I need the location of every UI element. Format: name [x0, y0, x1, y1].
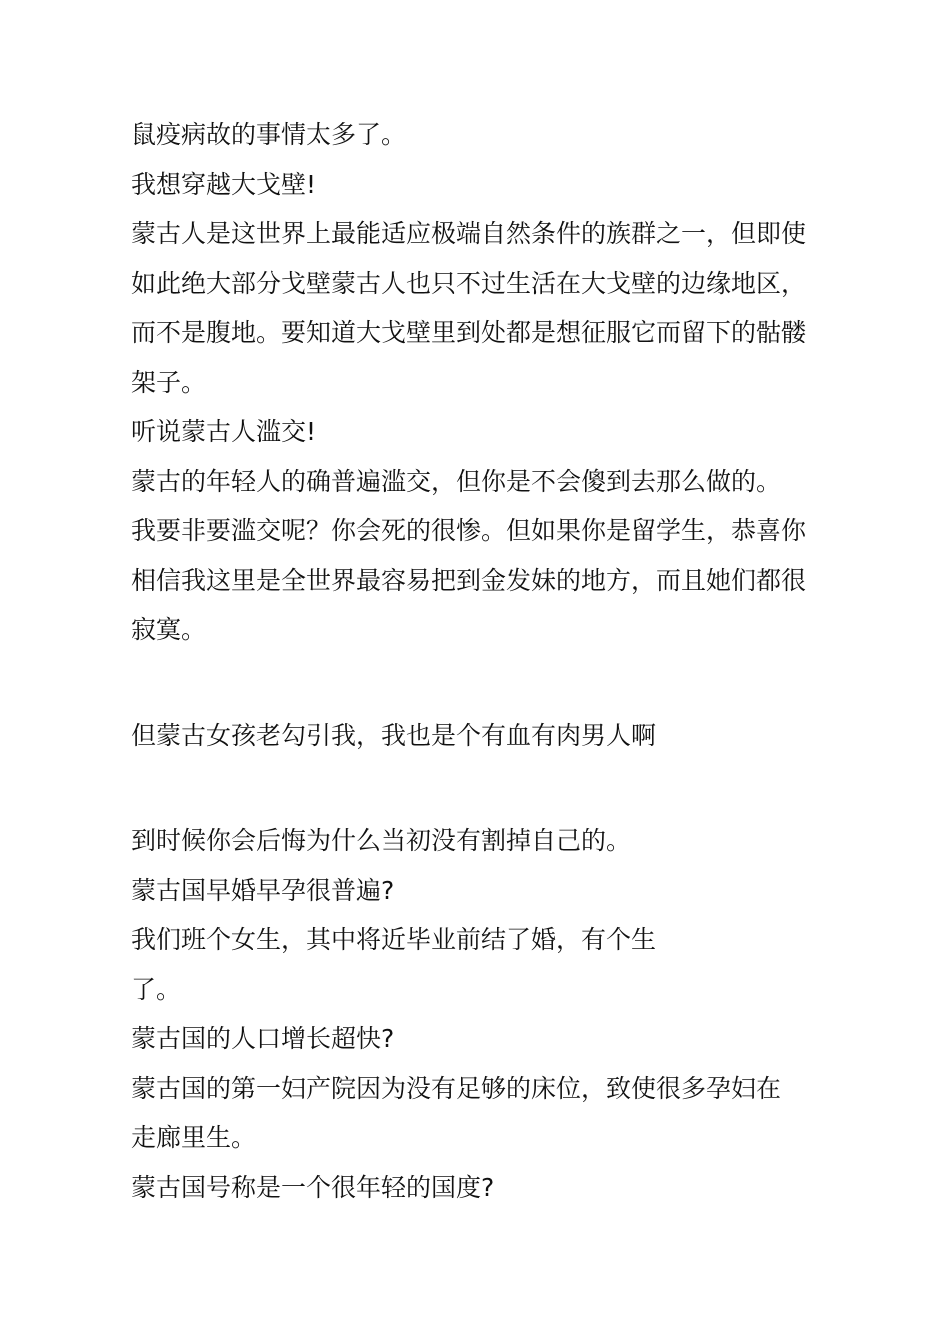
paragraph-gap: [131, 760, 831, 816]
text-line: 如此绝大部分戈壁蒙古人也只不过生活在大戈壁的边缘地区，: [131, 268, 807, 298]
text-line: 听说蒙古人滥交!: [131, 417, 317, 446]
text-line: 我要非要滥交呢？你会死的很惨。但如果你是留学生，恭喜你: [131, 516, 807, 545]
paragraph-gap: [131, 655, 831, 711]
text-line: 蒙古国号称是一个很年轻的国度?: [131, 1172, 495, 1202]
text-line: 架子。: [131, 367, 207, 397]
text-line: 我想穿越大戈壁!: [131, 169, 317, 199]
text-line: 鼠疫病故的事情太多了。: [131, 120, 407, 149]
text-line: 寂寞。: [131, 615, 207, 644]
text-line: 蒙古国的人口增长超快?: [131, 1024, 395, 1053]
text-line: 到时候你会后悔为什么当初没有割掉自己的。: [131, 826, 632, 855]
document-body: [131, 110, 831, 1212]
text-line: 蒙古国的第一妇产院因为没有足够的床位，致使很多孕妇在: [131, 1073, 782, 1103]
text-line: 但蒙古女孩老勾引我，我也是个有血有肉男人啊: [131, 720, 657, 750]
text-line: 我们班个女生，其中将近毕业前结了婚，有个生: [131, 925, 657, 954]
text-line: 蒙古人是这世界上最能适应极端自然条件的族群之一，但即使: [131, 219, 807, 248]
text-line: 而不是腹地。要知道大戈壁里到处都是想征服它而留下的骷髅: [131, 318, 807, 347]
text-line: 了。: [131, 974, 182, 1004]
text-line: 蒙古国早婚早孕很普遍?: [131, 875, 395, 905]
text-line: 走廊里生。: [131, 1123, 257, 1152]
text-line: 相信我这里是全世界最容易把到金发妹的地方，而且她们都很: [131, 565, 807, 595]
text-line: 蒙古的年轻人的确普遍滥交，但你是不会傻到去那么做的。: [131, 466, 782, 496]
